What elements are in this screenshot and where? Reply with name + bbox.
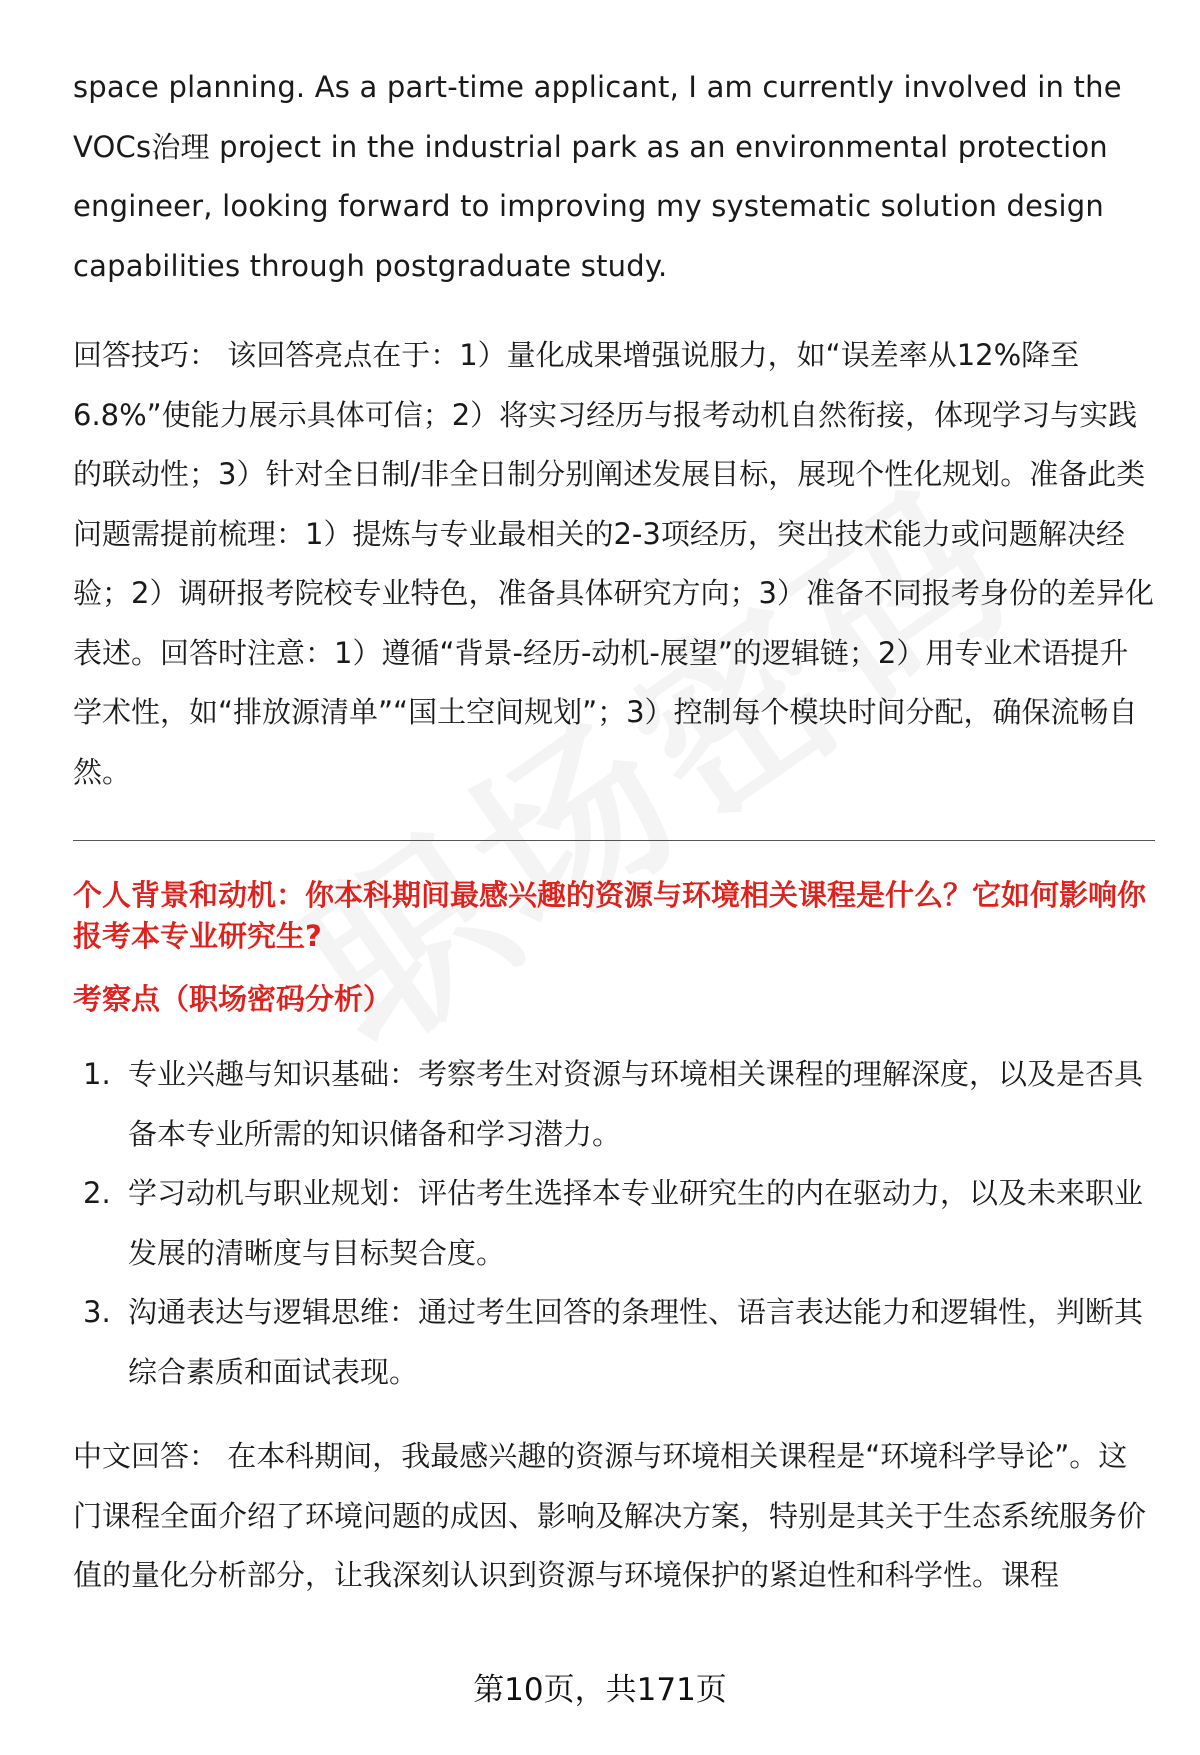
points-title: 考察点（职场密码分析） — [73, 982, 393, 1016]
list-item — [73, 1045, 1155, 1164]
question-title: 个人背景和动机：你本科期间最感兴趣的资源与环境相关课程是什么？它如何影响你报考本专业研究生? — [73, 878, 1147, 953]
page-footer: 第10页，共171页 — [473, 1672, 727, 1708]
list-item-text: 沟通表达与逻辑思维：通过考生回答的条理性、语言表达能力和逻辑性，判断其综合素质和面试表现。 — [128, 1295, 1144, 1389]
points-list — [73, 1045, 1155, 1402]
intro-paragraph: space planning. As a part-time applicant, I am currently involved in the VOCs治理 project in the industrial park as an environmental protection engineer, looking forward to improving my systematic solution design capabilities through postgraduate study. — [73, 70, 1122, 283]
list-item-text: 学习动机与职业规划：评估考生选择本专业研究生的内在驱动力，以及未来职业发展的清晰度与目标契合度。 — [128, 1176, 1144, 1270]
tips-paragraph: 回答技巧： 该回答亮点在于：1）量化成果增强说服力，如“误差率从12%降至6.8%”使能力展示具体可信；2）将实习经历与报考动机自然衔接，体现学习与实践的联动性；3）针对全日制/非全日制分别阐述发展目标，展现个性化规划。准备此类问题需提前梳理：1）提炼与专业最相关的2-3项经历，突出技术能力或问题解决经验；2）调研报考院校专业特色，准备具体研究方向；3）准备不同报考身份的差异化表述。回答时注意：1）遵循“背景-经历-动机-展望”的逻辑链；2）用专业术语提升学术性，如“排放源清单”“国土空间规划”；3）控制每个模块时间分配，确保流畅自然。 — [73, 338, 1154, 789]
document-page — [73, 58, 1155, 1606]
list-item-text: 专业兴趣与知识基础：考察考生对资源与环境相关课程的理解深度，以及是否具备本专业所需的知识储备和学习潜力。 — [128, 1057, 1144, 1151]
list-item-number: 2. — [83, 1176, 111, 1210]
list-item — [73, 1164, 1155, 1283]
list-item — [73, 1283, 1155, 1402]
list-item-number: 3. — [83, 1295, 111, 1329]
answer-paragraph: 中文回答： 在本科期间，我最感兴趣的资源与环境相关课程是“环境科学导论”。这门课程全面介绍了环境问题的成因、影响及解决方案，特别是其关于生态系统服务价值的量化分析部分，让我深刻认识到资源与环境保护的紧迫性和科学性。课程 — [73, 1439, 1147, 1592]
section-divider — [73, 840, 1155, 841]
list-item-number: 1. — [83, 1057, 111, 1091]
